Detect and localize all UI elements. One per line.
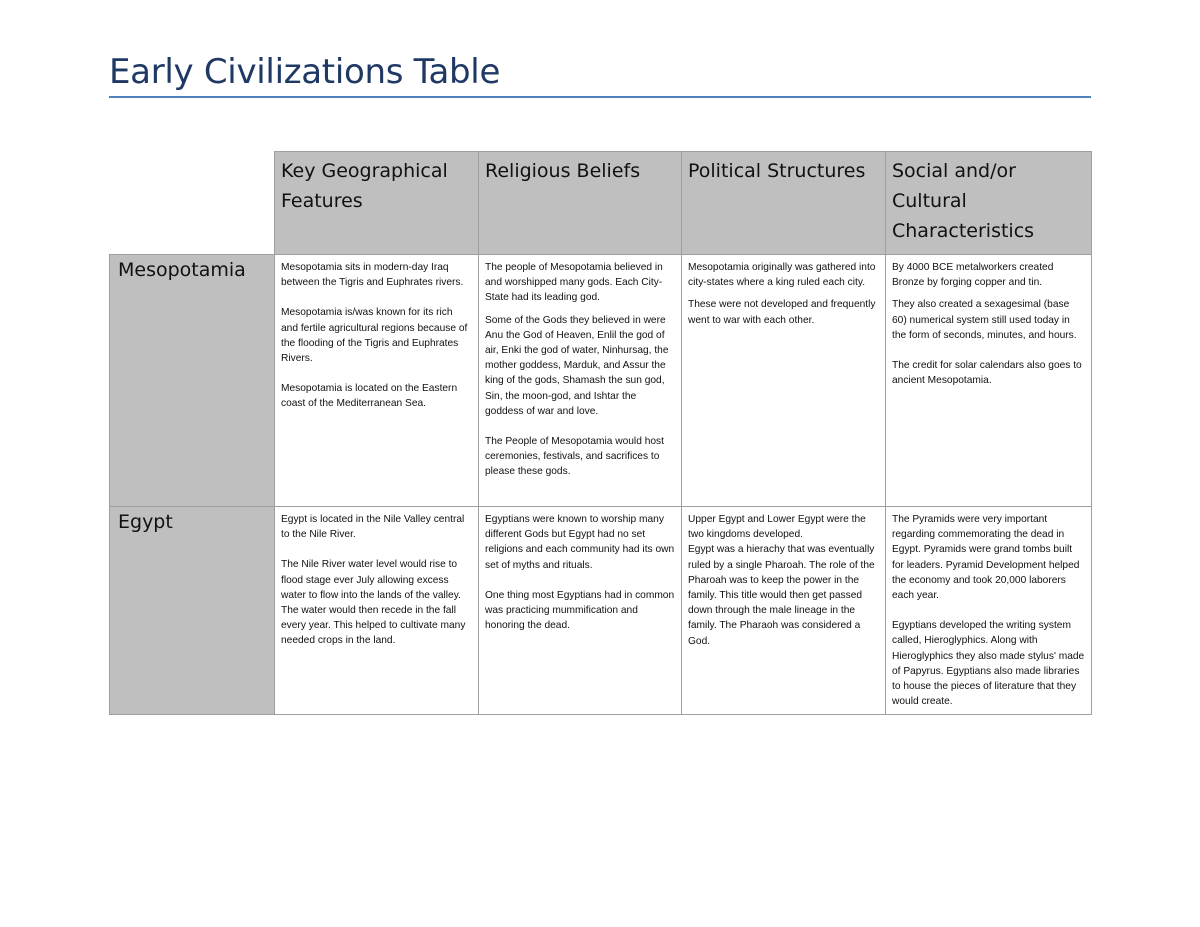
table-row-egypt xyxy=(110,507,1092,715)
title-divider xyxy=(109,96,1091,98)
cell-paragraph: Some of the Gods they believed in were Anu the God of Heaven, Enlil the god of air, Enki the god of water, Ninhursag, the mother goddess, Marduk, and Assur the king of the gods, Shamash the sun god, Sin, the moon-god, and Ishtar the goddess of war and love. xyxy=(485,314,669,417)
cell-mesopotamia-geography xyxy=(275,255,479,507)
cell-paragraph: The Pyramids were very important regarding commemorating the dead in Egypt. Pyramids were grand tombs built for leaders. Pyramid Development helped the economy and took 20,000 laborers each year. xyxy=(892,514,1080,602)
cell-paragraph: Egypt was a hierachy that was eventually ruled by a single Pharoah. The role of the Pharoah was to keep the power in the family. This title would then get passed down through the male lineage in the family. The Pharaoh was considered a God. xyxy=(688,544,875,647)
table-corner-cell xyxy=(110,152,275,255)
cell-paragraph: Egyptians were known to worship many different Gods but Egypt had no set religions and each community had its own set of myths and rituals. xyxy=(485,514,675,571)
cell-paragraph: One thing most Egyptians had in common was practicing mummification and honoring the dead. xyxy=(485,589,675,632)
cell-paragraph: The Nile River water level would rise to flood stage ever July allowing excess water to flow into the lands of the valley. The water would then recede in the fall every year. This helped to cultivate many needed crops in the land. xyxy=(281,559,466,647)
column-header-social: Social and/or Cultural Characteristics xyxy=(886,152,1092,255)
cell-paragraph: The people of Mesopotamia believed in and worshipped many gods. Each City-State had its leading god. xyxy=(485,262,663,304)
column-header-politics: Political Structures xyxy=(682,152,886,255)
column-header-religion: Religious Beliefs xyxy=(479,152,682,255)
cell-egypt-religion xyxy=(479,507,682,715)
cell-egypt-geography xyxy=(275,507,479,715)
cell-egypt-social xyxy=(886,507,1092,715)
cell-paragraph: Mesopotamia is/was known for its rich and fertile agricultural regions because of the flooding of the Tigris and Euphrates Rivers. xyxy=(281,307,468,365)
table-row-mesopotamia xyxy=(110,255,1092,507)
column-header-geography: Key Geographical Features xyxy=(275,152,479,255)
civilizations-table xyxy=(109,151,1092,715)
cell-mesopotamia-religion xyxy=(479,255,682,507)
cell-paragraph: Mesopotamia originally was gathered into city-states where a king ruled each city. xyxy=(688,262,876,289)
cell-paragraph: Egypt is located in the Nile Valley central to the Nile River. xyxy=(281,514,465,541)
cell-mesopotamia-politics xyxy=(682,255,886,507)
row-header-egypt: Egypt xyxy=(110,507,275,715)
cell-paragraph: Mesopotamia sits in modern-day Iraq between the Tigris and Euphrates rivers. xyxy=(281,262,464,289)
cell-paragraph: Upper Egypt and Lower Egypt were the two kingdoms developed. xyxy=(688,514,866,541)
cell-paragraph: These were not developed and frequently went to war with each other. xyxy=(688,299,876,326)
cell-egypt-politics xyxy=(682,507,886,715)
cell-paragraph: The People of Mesopotamia would host ceremonies, festivals, and sacrifices to please these gods. xyxy=(485,436,664,478)
table-header-row xyxy=(110,152,1092,255)
page-title: Early Civilizations Table xyxy=(109,52,501,92)
cell-paragraph: By 4000 BCE metalworkers created Bronze by forging copper and tin. xyxy=(892,262,1054,289)
row-header-mesopotamia: Mesopotamia xyxy=(110,255,275,507)
cell-paragraph: They also created a sexagesimal (base 60) numerical system still used today in the form of seconds, minutes, and hours. xyxy=(892,299,1077,341)
cell-paragraph: Egyptians developed the writing system called, Hieroglyphics. Along with Hieroglyphics they also made stylus' made of Papyrus. Egyptians also made libraries to house the pieces of literature that they would create. xyxy=(892,620,1085,708)
cell-paragraph: Mesopotamia is located on the Eastern coast of the Mediterranean Sea. xyxy=(281,383,458,410)
cell-paragraph: The credit for solar calendars also goes to ancient Mesopotamia. xyxy=(892,360,1082,387)
cell-mesopotamia-social xyxy=(886,255,1092,507)
